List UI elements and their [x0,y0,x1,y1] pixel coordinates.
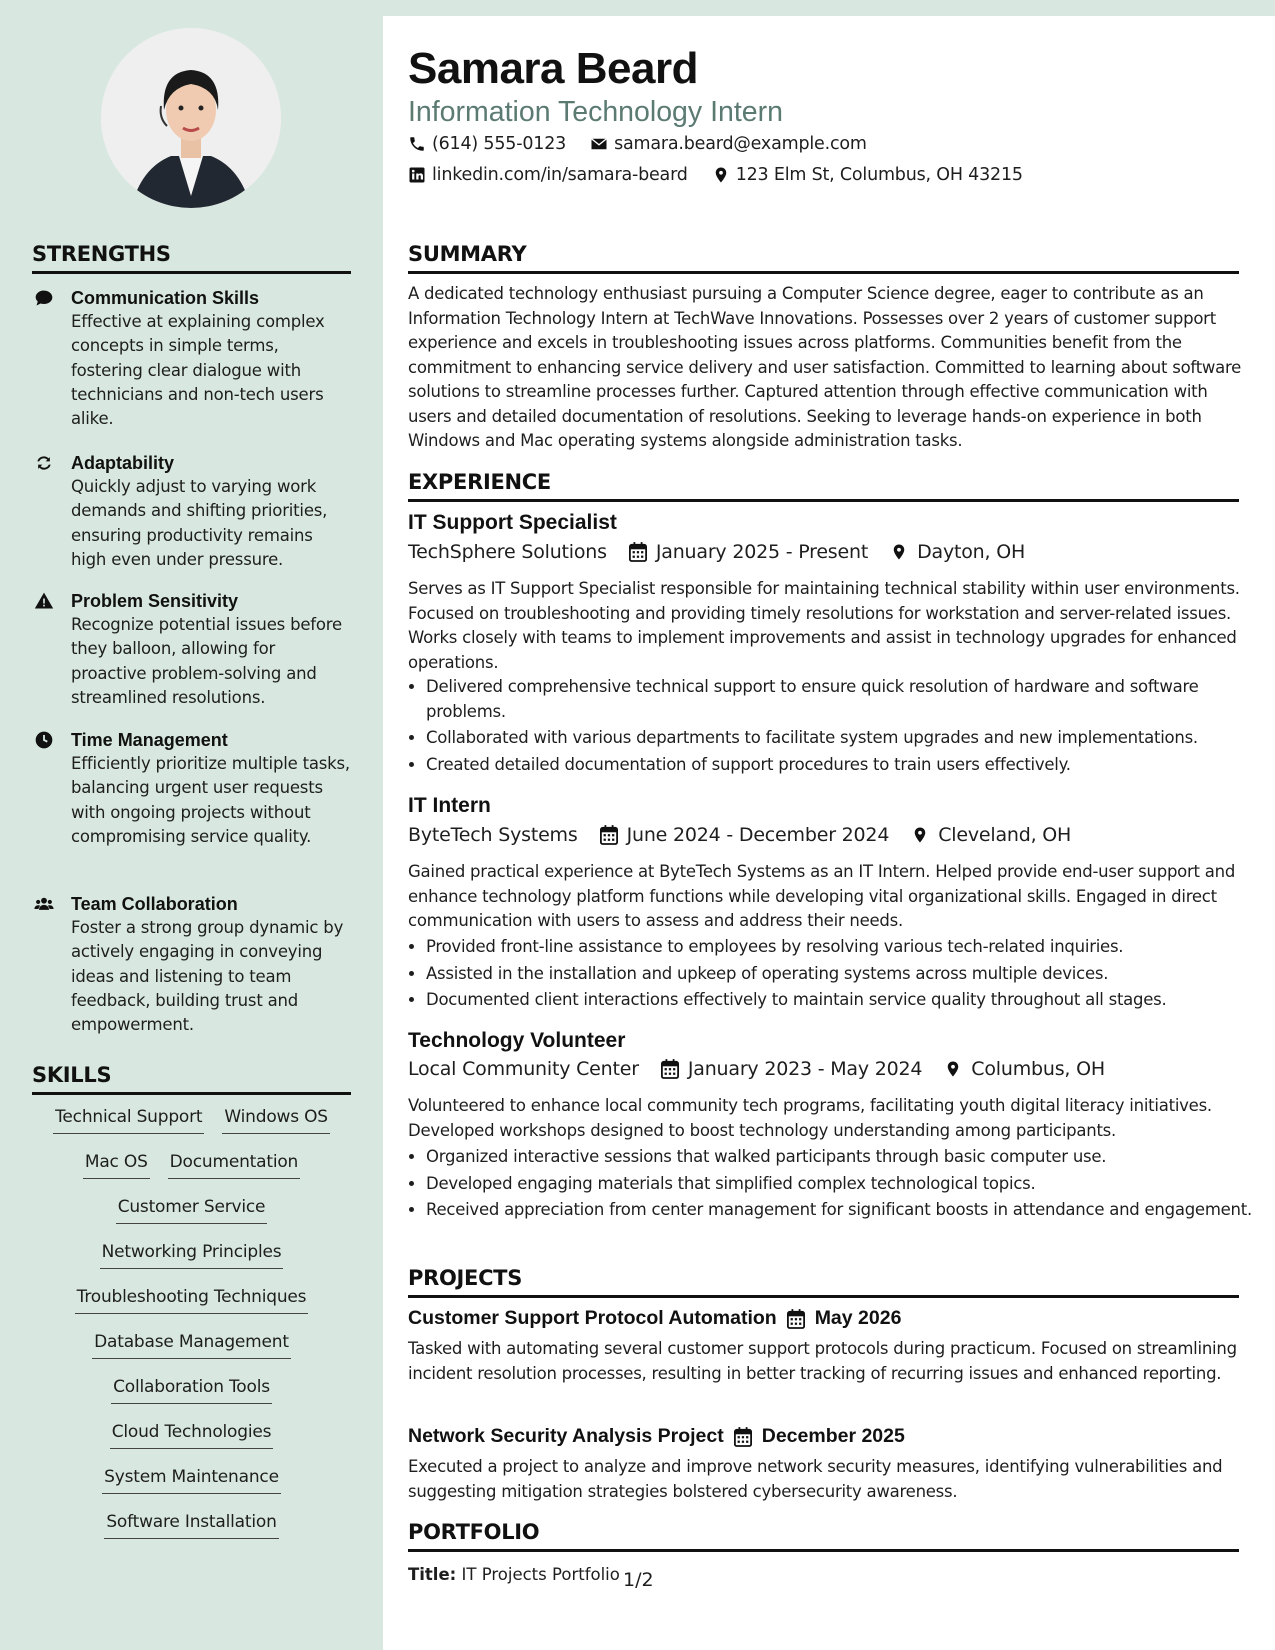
job-company: ByteTech Systems [408,824,578,846]
job-title: Technology Volunteer [408,1029,626,1052]
skill-tag: System Maintenance [102,1466,281,1494]
projects-heading: PROJECTS [408,1266,1239,1298]
job-bullet: • Created detailed documentation of support procedures to train users effectively. [426,753,1256,778]
skill-tag: Technical Support [53,1106,204,1134]
skill-tag: Customer Service [116,1196,268,1224]
job-dates: January 2025 - Present [655,541,869,563]
job-description: Serves as IT Support Specialist responsible for maintaining technical stability within user environments. Focused on troubleshooting and providing timely resolutions for workstation and server-related issues. Works closely with teams to implement improvements and assist in technology upgrades for enhanced operations. [408,579,1240,672]
contact-row-2 [408,165,1023,185]
summary-heading: SUMMARY [408,242,1239,274]
users-icon [34,894,54,914]
job-bullet: • Developed engaging materials that simplified complex technological topics. [426,1172,1256,1197]
portfolio-heading: PORTFOLIO [408,1520,1239,1552]
profile-photo [101,28,281,208]
job-bullet: • Documented client interactions effectively to maintain service quality throughout all stages. [426,988,1256,1013]
envelope-icon [590,135,608,153]
calendar-icon [600,825,618,845]
strength-item [32,451,352,572]
skill-tag: Software Installation [104,1511,278,1539]
job-bullet: • Assisted in the installation and upkeep of operating systems across multiple devices. [426,962,1256,987]
job-bullets [408,935,1256,1015]
portfolio-title-label: Title: [408,1565,457,1584]
experience-heading: EXPERIENCE [408,470,1239,502]
project-title: Customer Support Protocol Automation [408,1307,777,1329]
map-pin-icon [944,1059,962,1079]
calendar-icon [629,542,647,562]
strength-item [32,892,352,1037]
project-title: Network Security Analysis Project [408,1425,724,1447]
address-text: 123 Elm St, Columbus, OH 43215 [735,165,1023,185]
candidate-role: Information Technology Intern [408,96,783,128]
skill-tag: Mac OS [83,1151,150,1179]
map-pin-icon [911,825,929,845]
skill-tag: Cloud Technologies [110,1421,274,1449]
job-location: Cleveland, OH [938,824,1072,846]
map-pin-icon [712,166,730,184]
portfolio-entry [408,1565,620,1584]
strength-title: Problem Sensitivity [71,591,239,611]
linkedin-icon [408,166,426,184]
linkedin-link[interactable]: linkedin.com/in/samara-beard [432,165,688,185]
job-meta [408,1058,1105,1080]
phone-text[interactable]: (614) 555-0123 [432,134,567,154]
job-description: Volunteered to enhance local community tech programs, facilitating youth digital literacy initiatives. Developed workshops designed to boost technology understanding among participants. [408,1096,1212,1140]
project-description: Tasked with automating several customer support protocols during practicum. Focused on streamlining incident resolution processes, resulting in better tracking of recurring issues and enhanced reporting. [408,1339,1237,1383]
skill-tag: Documentation [168,1151,300,1179]
job-bullet: • Delivered comprehensive technical support to ensure quick resolution of hardware and software problems. [426,675,1256,724]
email-link[interactable]: samara.beard@example.com [614,134,867,154]
skill-tag: Database Management [92,1331,291,1359]
skill-tag: Windows OS [222,1106,329,1134]
sync-icon [34,453,54,473]
job-company: Local Community Center [408,1058,639,1080]
strength-item [32,728,352,849]
project-title-row [408,1307,901,1330]
skill-tag: Troubleshooting Techniques [75,1286,309,1314]
map-pin-icon [890,542,908,562]
job-title: IT Intern [408,794,491,817]
job-bullet: • Provided front-line assistance to employees by resolving various tech-related inquiries. [426,935,1256,960]
job-company: TechSphere Solutions [408,541,607,563]
job-meta [408,541,1025,563]
strength-title: Adaptability [71,453,175,473]
skill-tag: Collaboration Tools [111,1376,272,1404]
skills-heading: SKILLS [32,1063,351,1095]
page-number: 1/2 [623,1569,654,1591]
candidate-name: Samara Beard [408,44,698,93]
job-location: Columbus, OH [971,1058,1105,1080]
project-date: May 2026 [814,1307,902,1329]
clock-icon [34,730,54,750]
job-meta [408,824,1071,846]
job-bullets [408,675,1256,779]
portfolio-title-value: IT Projects Portfolio [461,1565,620,1584]
job-bullets [408,1145,1256,1225]
skills-list [32,1106,351,1556]
strength-desc: Foster a strong group dynamic by actively engaging in conveying ideas and listening to team feedback, building trust and empowerment. [71,918,344,1035]
strength-desc: Quickly adjust to varying work demands and shifting priorities, ensuring productivity remains high even under pressure. [71,477,328,569]
job-bullet: • Organized interactive sessions that walked participants through basic computer use. [426,1145,1256,1170]
project-description: Executed a project to analyze and improve network security measures, identifying vulnerabilities and suggesting mitigation strategies bolstered cybersecurity awareness. [408,1457,1223,1501]
job-location: Dayton, OH [917,541,1026,563]
contact-row-1 [408,134,867,154]
strength-title: Team Collaboration [71,894,238,914]
comment-icon [34,288,54,308]
warning-icon [34,591,54,611]
strength-desc: Recognize potential issues before they balloon, allowing for proactive problem-solving and streamlined resolutions. [71,615,342,707]
job-bullet: • Received appreciation from center management for significant boosts in attendance and engagement. [426,1198,1256,1223]
skill-tag: Networking Principles [100,1241,284,1269]
phone-icon [408,135,426,153]
job-title: IT Support Specialist [408,511,617,534]
job-dates: January 2023 - May 2024 [687,1058,923,1080]
strength-item [32,589,352,710]
strength-desc: Efficiently prioritize multiple tasks, balancing urgent user requests with ongoing projects without compromising service quality. [71,754,350,846]
project-title-row [408,1425,905,1448]
project-date: December 2025 [761,1425,905,1447]
job-dates: June 2024 - December 2024 [626,824,890,846]
strength-desc: Effective at explaining complex concepts in simple terms, fostering clear dialogue with technicians and non-tech users alike. [71,312,325,429]
strength-title: Time Management [71,730,228,750]
calendar-icon [787,1309,805,1329]
job-description: Gained practical experience at ByteTech Systems as an IT Intern. Helped provide end-user support and enhance technology platform functions while developing vital organizational skills. Engaged in direct communication with users to assess and address their needs. [408,862,1236,930]
summary-text: A dedicated technology enthusiast pursuing a Computer Science degree, eager to contribute as an Information Technology Intern at TechWave Innovations. Possesses over 2 years of customer support experience and excels in troubleshooting issues across platforms. Communities benefit from the commitment to enhancing service delivery and user satisfaction. Committed to learning about software solutions to streamline processes further. Captured attention through effective communication with users and detailed documentation of resolutions. Seeking to leverage hands-on experience in both Windows and Mac operating systems alongside administration tasks. [408,284,1242,450]
strength-title: Communication Skills [71,288,260,308]
job-bullet: • Collaborated with various departments to facilitate system upgrades and new implementations. [426,726,1256,751]
calendar-icon [734,1427,752,1447]
top-band [0,0,1275,16]
calendar-icon [661,1059,679,1079]
strength-item [32,286,352,431]
strengths-heading: STRENGTHS [32,242,351,274]
